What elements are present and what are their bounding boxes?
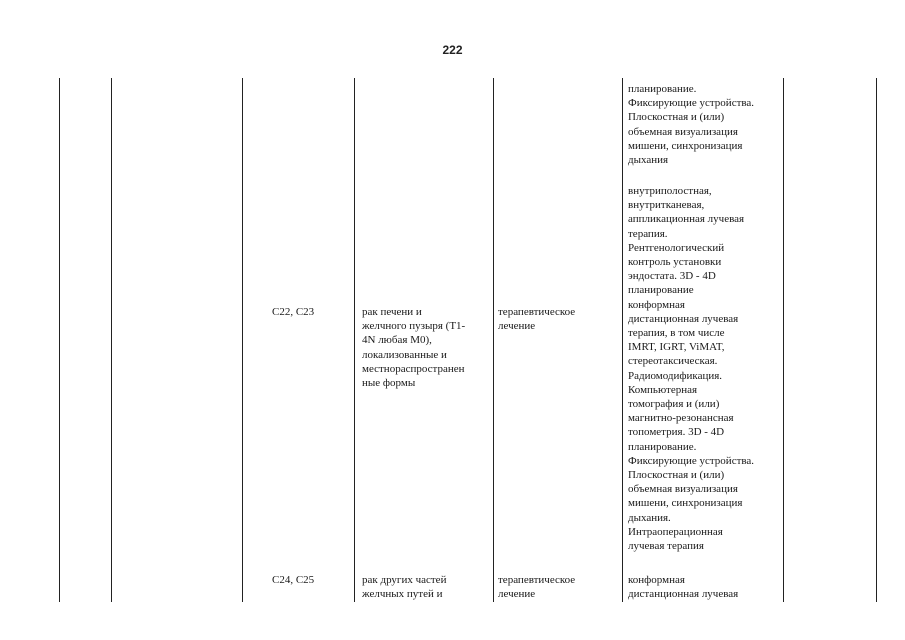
column-divider <box>59 78 60 602</box>
page-number: 222 <box>442 43 463 57</box>
diagnosis-cell: рак печени и желчного пузыря (T1- 4N любая M0), локализованные и местнораспространен ные формы <box>362 306 466 390</box>
column-divider <box>111 78 112 602</box>
icd-codes-cell: C24, C25 <box>272 574 315 586</box>
column-divider <box>622 78 623 602</box>
column-divider <box>876 78 877 602</box>
column-divider <box>354 78 355 602</box>
icd-codes-cell: C22, C23 <box>272 306 315 318</box>
treatment-type-cell: терапевтическое лечение <box>498 306 576 333</box>
column-divider <box>493 78 494 602</box>
methods-cell: внутриполостная, внутритканевая, аппликационная лучевая терапия. Рентгенологический контроль установки эндостата. 3D - 4D планирование конформная дистанционная лучевая терапия, в том числе IMRT, IGRT, ViMAT, стереотаксическая. Радиомодификация. Компьютерная томография и (или) магнитно-резонансная топометрия. 3D - 4D планирование. Фиксирующие устройства. Плоскостная и (или) объемная визуализация мишени, синхронизация дыхания. Интраоперационная лучевая терапия <box>628 185 755 553</box>
column-divider <box>242 78 243 602</box>
methods-cell: конформная дистанционная лучевая <box>628 574 739 601</box>
column-divider <box>783 78 784 602</box>
methods-cell-continued: планирование. Фиксирующие устройства. Плоскостная и (или) объемная визуализация мишени, синхронизация дыхания <box>628 83 755 167</box>
diagnosis-cell: рак других частей желчных путей и <box>362 574 447 601</box>
treatment-type-cell: терапевтическое лечение <box>498 574 576 601</box>
